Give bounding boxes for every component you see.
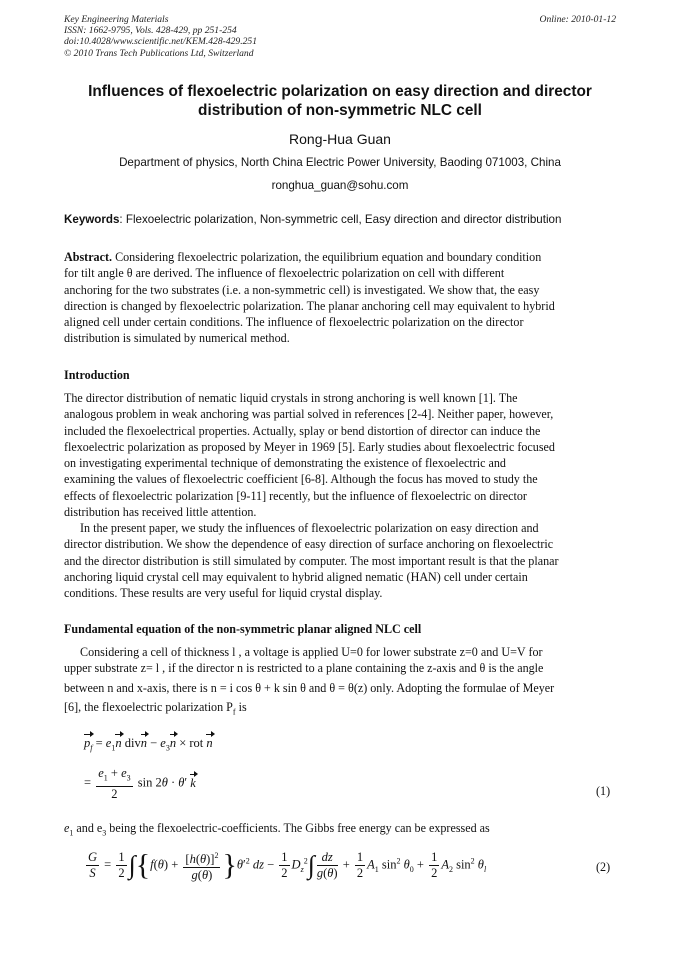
affiliation: Department of physics, North China Electric Power University, Baoding 071003, China	[119, 156, 561, 169]
journal-copyright: © 2010 Trans Tech Publications Ltd, Switzerland	[64, 47, 254, 59]
fundamental-paragraph	[64, 644, 616, 721]
intro-line: In the present paper, we study the influences of flexoelectric polarization on easy direction and	[80, 521, 539, 535]
introduction-paragraph-2	[64, 520, 616, 601]
abstract-line: for tilt angle θ are derived. The influence of flexoelectric polarization on cell with different	[64, 266, 505, 281]
introduction-paragraph-1	[64, 390, 616, 520]
abstract-line: aligned cell under certain conditions. The influence of flexoelectric polarization on the director	[64, 315, 524, 330]
fundamental-equation-heading: Fundamental equation of the non-symmetric planar aligned NLC cell	[64, 622, 422, 636]
intro-line: director distribution. We show the dependence of easy direction of surface anchoring on flexoelectric	[64, 537, 554, 552]
body-line: Considering a cell of thickness l , a voltage is applied U=0 for lower substrate z=0 and U=V for	[80, 645, 543, 659]
journal-doi: doi:10.4028/www.scientific.net/KEM.428-429.251	[64, 36, 258, 48]
subscript: f	[232, 707, 236, 717]
journal-name: Key Engineering Materials	[64, 14, 169, 25]
intro-line: The director distribution of nematic liquid crystals in strong anchoring is well known [1]. The	[64, 391, 518, 405]
equation-1-number: (1)	[596, 784, 611, 798]
online-date: Online: 2010-01-12	[539, 14, 616, 25]
coefficient-sentence: $e_1$ and $e_3$ being the flexoelectric-coefficients. The Gibbs free energy can be expressed as	[64, 821, 490, 838]
intro-line: flexoelectric polarization as proposed by Meyer in 1969 [5]. Early studies about flexoelectric focused	[64, 439, 555, 454]
body-line: between n and x-axis, there is n = i cos θ + k sin θ and θ = θ(z) only. Adopting the formulae of Meyer	[64, 680, 555, 695]
author-email: ronghua_guan@sohu.com	[271, 179, 409, 192]
intro-line: conditions. These results are very useful for liquid crystal display.	[64, 586, 383, 601]
intro-line: on investigating experimental technique of demonstrating the existence of flexoelectric and	[64, 456, 506, 471]
equation-1-line-1: $p_f = e_1n$ divn − $e_3n$ × rot n	[84, 736, 213, 753]
equation-2: $\frac{G}{S}$ = $\frac{1}{2}$ ∫{f(θ) + $\frac{[h(\theta)]^2}{g(\theta)}$ }$\theta'^2$ dz − $\frac{1}{2}$ $D_z^2\int$ $\frac{dz}{g(\theta)}$ + $\frac{1}{2}$ $A_1$ $\sin^2 \theta_0$ + $\frac{1}{2}$ $A_2$ $\sin^2 \theta_l$	[88, 848, 487, 883]
title-line-1: Influences of flexoelectric polarization on easy direction and director	[88, 83, 592, 100]
body-line: being the flexoelectric-coefficients. The Gibbs free energy can be expressed as	[106, 821, 490, 835]
keywords-label: Keywords	[64, 213, 120, 226]
equation-2-number: (2)	[596, 860, 611, 874]
journal-issn: ISSN: 1662-9795, Vols. 428-429, pp 251-254	[64, 25, 237, 37]
body-line: upper substrate z= l , if the director n is restricted to a plane containing the z-axis and θ is the angle	[64, 661, 544, 676]
journal-header	[64, 14, 616, 59]
intro-line: effects of flexoelectric polarization [9-11] recently, but the influence of flexoelectric on director	[64, 488, 527, 503]
intro-line: examining the values of flexoelectric coefficient [6-8]. Although the focus has moved to study the	[64, 472, 538, 487]
equation-1-line-2: = $\frac{e_1 + e_3}{2}$ sin 2θ · θ′ k	[84, 766, 196, 801]
introduction-heading: Introduction	[64, 368, 130, 382]
keywords	[64, 213, 616, 226]
abstract	[64, 249, 616, 347]
body-line: is	[235, 699, 247, 714]
body-line: [6], the flexoelectric polarization P	[64, 699, 233, 714]
intro-line: analogous problem in weak anchoring was partial solved in references [2-4]. Neither paper, however,	[64, 407, 554, 422]
abstract-label: Abstract.	[64, 250, 113, 264]
body-line: and e	[73, 821, 103, 835]
title-line-2: distribution of non-symmetric NLC cell	[198, 102, 482, 119]
intro-line: distribution has received little attention.	[64, 505, 257, 520]
abstract-line: distribution is simulated by numerical method.	[64, 331, 290, 346]
abstract-line: Considering flexoelectric polarization, the equilibrium equation and boundary condition	[115, 250, 542, 264]
author-name: Rong-Hua Guan	[289, 131, 391, 147]
intro-line: and the director distribution is still simulated by computer. The most important result is that the planar	[64, 553, 559, 568]
paper-title	[64, 82, 616, 120]
abstract-line: anchoring for the two substrates (i.e. a non-symmetric cell) is investigated. We show that, the easy	[64, 282, 540, 297]
abstract-line: direction is changed by flexoelectric polarization. The planar anchoring cell may equivalent to hybrid	[64, 298, 555, 313]
intro-line: included the flexoelectrical properties. Actually, splay or bend distortion of director can induce the	[64, 423, 541, 438]
intro-line: anchoring liquid crystal cell may equivalent to hybrid aligned nematic (HAN) cell under certain	[64, 569, 528, 584]
keywords-text: : Flexoelectric polarization, Non-symmetric cell, Easy direction and director distribution	[119, 213, 562, 226]
